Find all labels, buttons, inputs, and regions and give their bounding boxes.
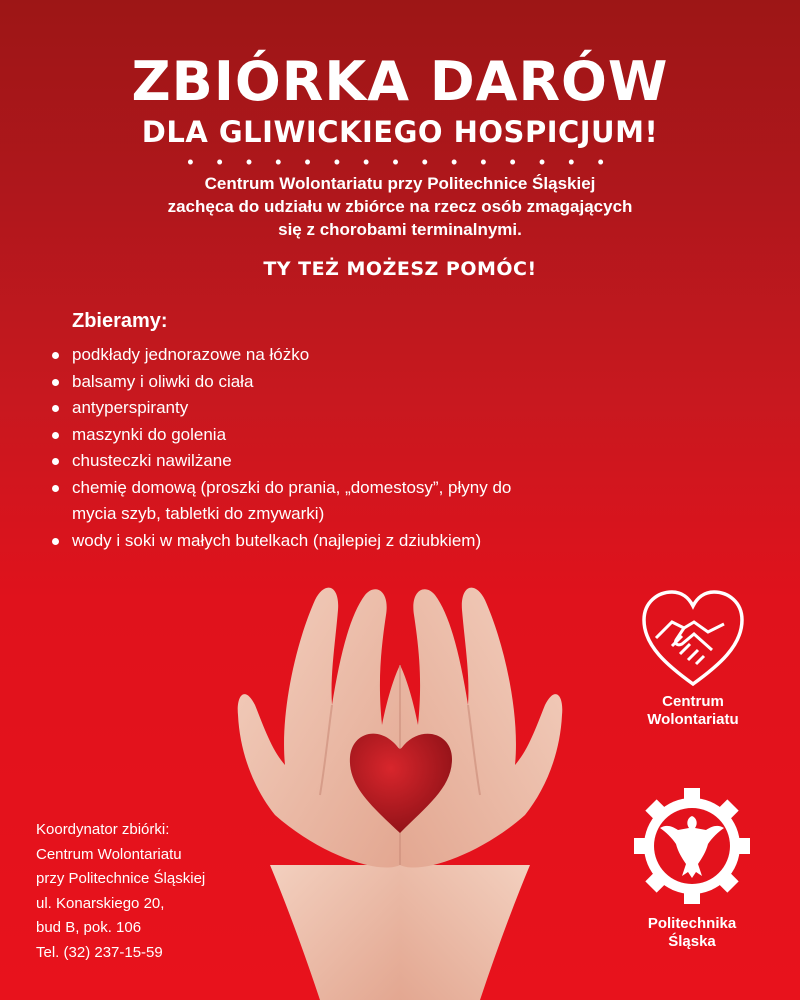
- volunteer-logo-line-2: Wolontariatu: [647, 711, 739, 728]
- list-item: balsamy i oliwki do ciała: [50, 369, 570, 396]
- list-item: antyperspiranty: [50, 395, 570, 422]
- coordinator-info: [36, 818, 205, 965]
- coordinator-line: Centrum Wolontariatu: [36, 845, 182, 863]
- list-item: chemię domową (proszki do prania, „domestosy”, płyny do mycia szyb, tabletki do zmywarki): [50, 475, 512, 528]
- volunteer-center-logo: [634, 588, 752, 729]
- university-logo: [622, 786, 762, 951]
- dots-divider: • • • • • • • • • • • • • • •: [187, 152, 613, 172]
- list-item: wody i soki w małych butelkach (najlepiej z dziubkiem): [50, 528, 570, 555]
- title-line-1: ZBIÓRKA DARÓW: [131, 50, 669, 113]
- university-logo-line-1: Politechnika: [647, 915, 737, 932]
- intro-line: się z chorobami terminalnymi.: [278, 220, 522, 239]
- heart-handshake-icon: [638, 588, 748, 688]
- coordinator-line: bud B, pok. 106: [36, 919, 142, 936]
- intro-text: [110, 172, 690, 241]
- collect-heading: Zbieramy:: [72, 310, 168, 332]
- university-logo-line-2: Śląska: [668, 933, 716, 950]
- coordinator-line: Koordynator zbiórki:: [36, 821, 170, 838]
- intro-line: Centrum Wolontariatu przy Politechnice Śląskiej: [204, 174, 596, 193]
- coordinator-line: przy Politechnice Śląskiej: [36, 870, 206, 887]
- gear-eagle-icon: [632, 786, 752, 906]
- title-line-2: DLA GLIWICKIEGO HOSPICJUM!: [141, 115, 659, 149]
- intro-line: zachęca do udziału w zbiórce na rzecz osób zmagających: [167, 197, 633, 216]
- call-to-action: TY TEŻ MOŻESZ POMÓC!: [263, 258, 537, 280]
- hands-with-heart-image: [200, 565, 600, 1000]
- coordinator-line: ul. Konarskiego 20,: [36, 894, 165, 912]
- list-item: podkłady jednorazowe na łóżko: [50, 342, 570, 369]
- volunteer-logo-line-1: Centrum: [662, 693, 724, 710]
- list-item: chusteczki nawilżane: [50, 448, 570, 475]
- list-item: maszynki do golenia: [50, 422, 570, 449]
- coordinator-phone: Tel. (32) 237-15-59: [36, 943, 163, 961]
- collect-list: [50, 342, 570, 554]
